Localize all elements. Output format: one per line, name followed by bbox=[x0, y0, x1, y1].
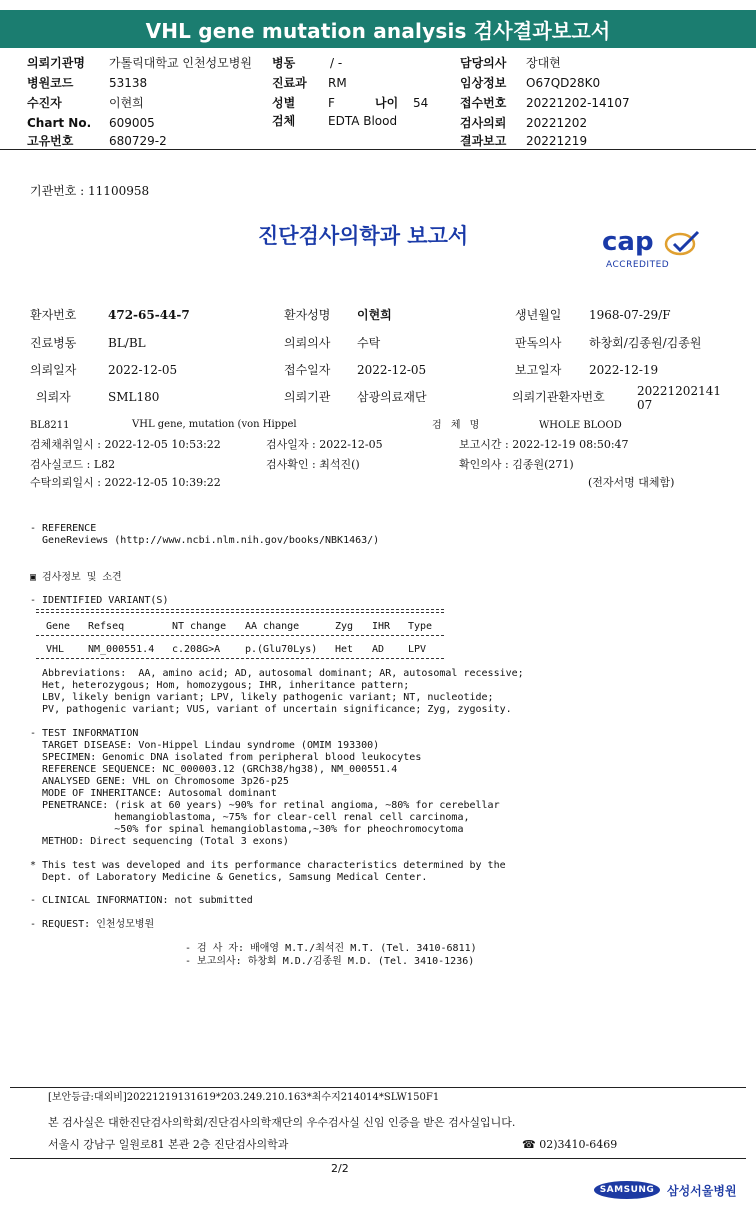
test-info-line: SPECIMEN: Genomic DNA isolated from peripheral blood leukocytes bbox=[30, 752, 422, 763]
variant-col-nt: NT change bbox=[172, 621, 227, 632]
variant-refseq: NM_000551.4 bbox=[88, 644, 155, 655]
abbrev-line: Het, heterozygous; Hom, homozygous; IHR, inheritance pattern; bbox=[30, 680, 410, 691]
patient-label: 진료병동 bbox=[30, 336, 77, 350]
variant-aa: p.(Glu70Lys) bbox=[245, 644, 318, 655]
variant-type: LPV bbox=[408, 644, 427, 655]
staff-line: - 검 사 자: 배애영 M.T./최석진 M.T. (Tel. 3410-6811) bbox=[185, 943, 477, 954]
clinical-info: - CLINICAL INFORMATION: not submitted bbox=[30, 895, 253, 906]
age-value: 54 bbox=[413, 96, 429, 110]
header-value: / - bbox=[330, 56, 343, 70]
exam-name: VHL gene, mutation (von Hippel bbox=[132, 419, 297, 430]
header-value: F bbox=[328, 96, 335, 110]
variant-col-zyg: Zyg bbox=[335, 621, 354, 632]
hospital-name: 삼성서울병원 bbox=[667, 1184, 737, 1198]
variant-col-gene: Gene bbox=[46, 621, 71, 632]
samsung-logo bbox=[594, 1181, 660, 1199]
test-info-line: METHOD: Direct sequencing (Total 3 exons) bbox=[30, 836, 289, 847]
header-label: 진료과 bbox=[272, 76, 307, 90]
test-confirm: 검사확인 : 최석진() bbox=[266, 458, 360, 471]
notice-line: * This test was developed and its performance characteristics determined by the bbox=[30, 860, 506, 871]
patient-value: 2022-12-19 bbox=[589, 363, 659, 377]
variant-col-refseq: Refseq bbox=[88, 621, 125, 632]
patient-value: BL/BL bbox=[108, 336, 146, 350]
patient-value: 2022-12-05 bbox=[108, 363, 178, 377]
patient-number: 472-65-44-7 bbox=[108, 308, 190, 322]
header-value: RM bbox=[328, 76, 347, 90]
patient-label: 보고일자 bbox=[515, 363, 562, 377]
cert-line: 본 검사실은 대한진단검사의학회/진단검사의학재단의 우수검사실 신임 인증을 받은 검사실입니다. bbox=[48, 1116, 516, 1129]
section-title: ▣ 검사정보 및 소견 bbox=[30, 572, 122, 583]
test-info-line: REFERENCE SEQUENCE: NC_000003.12 (GRCh38/hg38), NM_000551.4 bbox=[30, 764, 398, 775]
patient-value: 2022120214107 bbox=[637, 384, 721, 412]
variant-col-aa: AA change bbox=[245, 621, 300, 632]
abbrev-line: Abbreviations: AA, amino acid; AD, autosomal dominant; AR, autosomal recessive; bbox=[30, 668, 524, 679]
header-label: 접수번호 bbox=[460, 96, 507, 110]
page-number: 2/2 bbox=[331, 1162, 349, 1175]
patient-label: 의뢰의사 bbox=[284, 336, 331, 350]
header-value: 609005 bbox=[109, 116, 155, 130]
specimen-value: WHOLE BLOOD bbox=[539, 420, 622, 431]
patient-label: 의뢰일자 bbox=[30, 363, 77, 377]
patient-name: 이현희 bbox=[357, 308, 392, 322]
patient-label: 의뢰자 bbox=[36, 390, 71, 404]
test-info-line: TARGET DISEASE: Von-Hippel Lindau syndrome (OMIM 193300) bbox=[30, 740, 380, 751]
patient-value: 하창회/김종원/김종원 bbox=[589, 336, 702, 350]
variant-nt: c.208G>A bbox=[172, 644, 221, 655]
security-line: [보안등급:대외비]20221219131619*203.249.210.163*최수지214014*SLW150F1 bbox=[48, 1092, 440, 1103]
variant-zyg: Het bbox=[335, 644, 354, 655]
test-info-line: ANALYSED GENE: VHL on Chromosome 3p26-p25 bbox=[30, 776, 289, 787]
staff-line: - 보고의사: 하창회 M.D./김종원 M.D. (Tel. 3410-1236) bbox=[185, 956, 475, 967]
patient-value: 삼광의료재단 bbox=[357, 390, 427, 404]
header-value: 53138 bbox=[109, 76, 148, 90]
header-label: 담당의사 bbox=[460, 56, 507, 70]
patient-label: 환자성명 bbox=[284, 308, 331, 322]
header-value: 680729-2 bbox=[109, 134, 167, 148]
samsung-logo-text: SAMSUNG bbox=[599, 1185, 655, 1195]
patient-label: 환자번호 bbox=[30, 308, 77, 322]
reference-body: GeneReviews (http://www.ncbi.nlm.nih.gov/books/NBK1463/) bbox=[30, 535, 380, 546]
header-value: EDTA Blood bbox=[328, 114, 398, 128]
specimen-label: 검 체 명 bbox=[432, 420, 483, 431]
header-label: 검사의뢰 bbox=[460, 116, 507, 130]
header-value: 가톨릭대학교 인천성모병원 bbox=[109, 56, 252, 70]
header-label: Chart No. bbox=[27, 116, 92, 130]
esign-note: (전자서명 대체함) bbox=[588, 476, 675, 489]
header-label: 임상정보 bbox=[460, 76, 507, 90]
header-value: 20221219 bbox=[526, 134, 588, 148]
test-info-line: PENETRANCE: (risk at 60 years) ~90% for retinal angioma, ~80% for cerebellar bbox=[30, 800, 500, 811]
cap-accredited-logo bbox=[600, 226, 710, 276]
request-info: - REQUEST: 인천성모병원 bbox=[30, 919, 155, 930]
header-label: 결과보고 bbox=[460, 134, 507, 148]
address-line: 서울시 강남구 일원로81 본관 2층 진단검사의학과 bbox=[48, 1138, 289, 1151]
age-label: 나이 bbox=[375, 96, 399, 110]
reference-head: - REFERENCE bbox=[30, 523, 97, 534]
footer-divider bbox=[10, 1087, 746, 1088]
collect-time: 검체채취일시 : 2022-12-05 10:53:22 bbox=[30, 438, 221, 451]
consign-time: 수탁의뢰일시 : 2022-12-05 10:39:22 bbox=[30, 476, 221, 489]
divider bbox=[36, 612, 444, 613]
test-info-line: MODE OF INHERITANCE: Autosomal dominant bbox=[30, 788, 277, 799]
test-info-line: - TEST INFORMATION bbox=[30, 728, 139, 739]
header-label: 검체 bbox=[272, 114, 296, 128]
patient-value: SML180 bbox=[108, 390, 160, 404]
verifier: 확인의사 : 김종원(271) bbox=[459, 458, 574, 471]
header-label: 병원코드 bbox=[27, 76, 74, 90]
header-label: 성별 bbox=[272, 96, 296, 110]
footer-divider bbox=[10, 1158, 746, 1159]
test-info-line: ~50% for spinal hemangioblastoma,~30% for pheochromocytoma bbox=[30, 824, 464, 835]
header-info bbox=[0, 48, 756, 150]
divider bbox=[36, 609, 444, 610]
test-info-line: hemangioblastoma, ~75% for clear-cell renal cell carcinoma, bbox=[30, 812, 470, 823]
variant-ihr: AD bbox=[372, 644, 385, 655]
header-value: O67QD28K0 bbox=[526, 76, 601, 90]
patient-value: 수탁 bbox=[357, 336, 381, 350]
institution-number: 기관번호 : 11100958 bbox=[30, 184, 150, 198]
exam-code: BL8211 bbox=[30, 420, 70, 431]
patient-label: 의뢰기관환자번호 bbox=[512, 390, 605, 404]
cap-text: cap bbox=[602, 227, 654, 257]
abbrev-line: LBV, likely benign variant; LPV, likely pathogenic variant; NT, nucleotide; bbox=[30, 692, 494, 703]
header-label: 의뢰기관명 bbox=[27, 56, 85, 70]
divider bbox=[36, 658, 444, 659]
variant-gene: VHL bbox=[46, 644, 65, 655]
divider bbox=[36, 635, 444, 636]
patient-value: 2022-12-05 bbox=[357, 363, 427, 377]
report-banner bbox=[0, 10, 756, 48]
phone-line: ☎ 02)3410-6469 bbox=[522, 1138, 618, 1151]
patient-label: 생년월일 bbox=[515, 308, 562, 322]
header-label: 수진자 bbox=[27, 96, 62, 110]
variants-head: - IDENTIFIED VARIANT(S) bbox=[30, 595, 169, 606]
patient-label: 의뢰기관 bbox=[284, 390, 331, 404]
variant-col-type: Type bbox=[408, 621, 433, 632]
variant-col-ihr: IHR bbox=[372, 621, 391, 632]
header-label: 고유번호 bbox=[27, 134, 74, 148]
lab-code: 검사실코드 : L82 bbox=[30, 458, 116, 471]
header-value: 20221202 bbox=[526, 116, 588, 130]
report-title: 진단검사의학과 보고서 bbox=[258, 224, 469, 248]
report-time: 보고시간 : 2022-12-19 08:50:47 bbox=[459, 438, 629, 451]
patient-birth: 1968-07-29/F bbox=[589, 308, 671, 322]
report-banner-title: VHL gene mutation analysis 검사결과보고서 bbox=[145, 18, 611, 43]
header-value: 장대현 bbox=[526, 56, 561, 70]
abbrev-line: PV, pathogenic variant; VUS, variant of uncertain significance; Zyg, zygosity. bbox=[30, 704, 512, 715]
header-value: 이현희 bbox=[109, 96, 144, 110]
patient-label: 접수일자 bbox=[284, 363, 331, 377]
notice-line: Dept. of Laboratory Medicine & Genetics, Samsung Medical Center. bbox=[30, 872, 428, 883]
header-label: 병동 bbox=[272, 56, 296, 70]
cap-accredited-text: ACCREDITED bbox=[606, 260, 670, 270]
test-date: 검사일자 : 2022-12-05 bbox=[266, 438, 383, 451]
header-value: 20221202-14107 bbox=[526, 96, 630, 110]
patient-label: 판독의사 bbox=[515, 336, 562, 350]
